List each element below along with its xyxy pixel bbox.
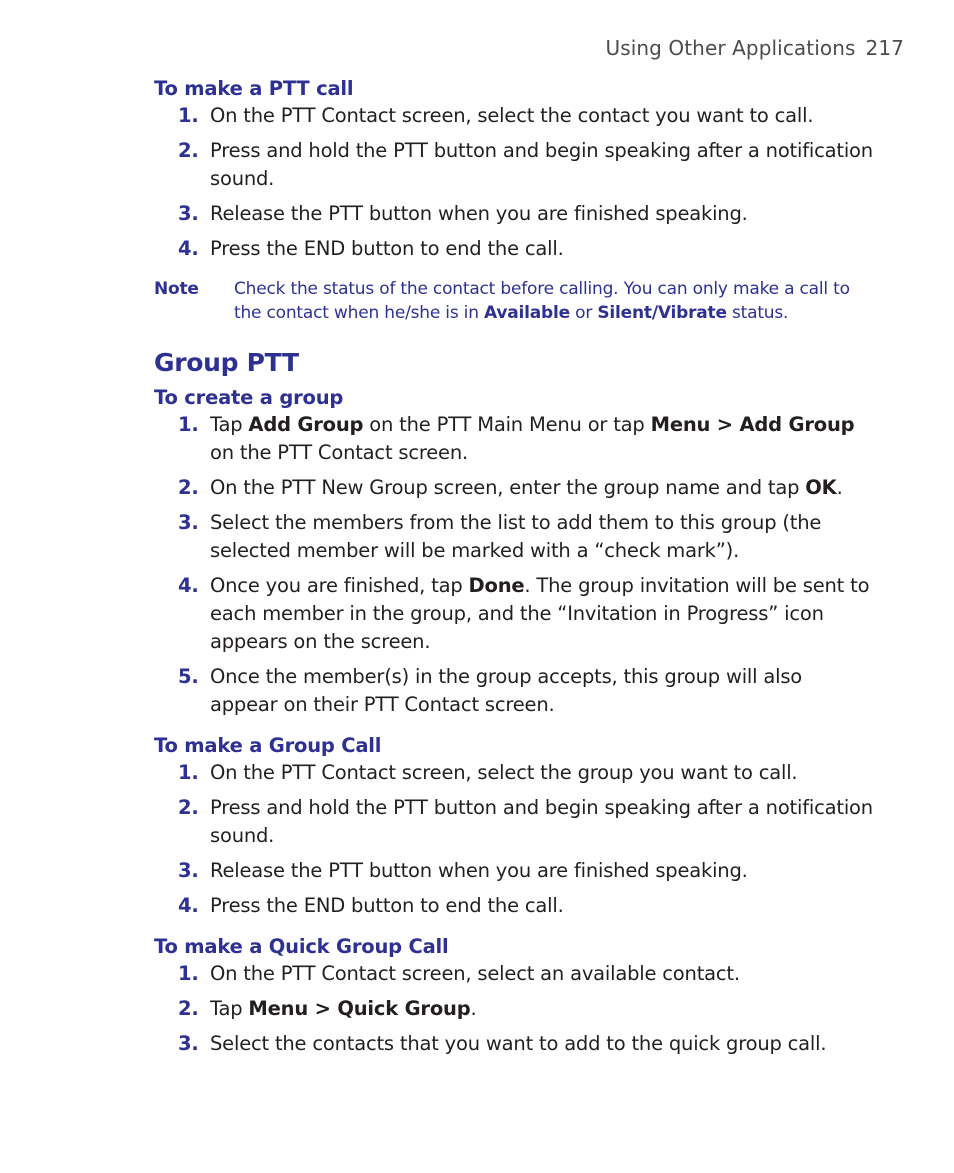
procedure-title: To make a PTT call bbox=[154, 77, 354, 100]
step-item bbox=[154, 892, 874, 920]
running-header bbox=[605, 36, 904, 60]
step-item bbox=[154, 137, 874, 193]
step-text: Select the members from the list to add them to this group (the selected member will be marked with a “check mark”). bbox=[210, 511, 822, 562]
procedure-group-call bbox=[154, 733, 874, 920]
step-bold-add-group: Add Group bbox=[248, 413, 364, 436]
step-text: Tap bbox=[210, 997, 249, 1020]
step-text: Press the END button to end the call. bbox=[210, 237, 564, 260]
page-content bbox=[154, 76, 874, 1058]
procedure-quick-group-call bbox=[154, 934, 874, 1058]
step-text: Once the member(s) in the group accepts, this group will also appear on their PTT Contact screen. bbox=[210, 665, 803, 716]
step-item bbox=[154, 474, 874, 502]
step-number: 3. bbox=[178, 859, 199, 882]
step-text: Once you are finished, tap bbox=[210, 574, 469, 597]
step-item bbox=[154, 759, 874, 787]
step-text: Select the contacts that you want to add to the quick group call. bbox=[210, 1032, 827, 1055]
procedure-title: To make a Group Call bbox=[154, 734, 382, 757]
note-bold-silent-vibrate: Silent/Vibrate bbox=[597, 303, 727, 323]
step-text: on the PTT Contact screen. bbox=[210, 441, 469, 464]
step-number: 4. bbox=[178, 574, 199, 597]
step-item bbox=[154, 509, 874, 565]
step-number: 3. bbox=[178, 1032, 199, 1055]
steps-list bbox=[154, 102, 874, 263]
step-bold-menu-quick-group: Menu > Quick Group bbox=[248, 997, 471, 1020]
step-bold-menu-add-group: Menu > Add Group bbox=[650, 413, 855, 436]
note-box bbox=[154, 277, 874, 325]
step-item bbox=[154, 102, 874, 130]
procedure-title: To create a group bbox=[154, 386, 344, 409]
step-text: Release the PTT button when you are finished speaking. bbox=[210, 202, 748, 225]
step-number: 1. bbox=[178, 962, 199, 985]
step-item bbox=[154, 411, 874, 467]
running-header-title: Using Other Applications bbox=[605, 36, 856, 60]
step-text: Release the PTT button when you are finished speaking. bbox=[210, 859, 748, 882]
procedure-title: To make a Quick Group Call bbox=[154, 935, 449, 958]
step-text: . The group invitation will be sent to each member in the group, and the “Invitation in Progress” icon appears on the screen. bbox=[210, 574, 870, 653]
section-title: Group PTT bbox=[154, 348, 299, 377]
step-item bbox=[154, 663, 874, 719]
step-text: Press the END button to end the call. bbox=[210, 894, 564, 917]
step-bold-ok: OK bbox=[805, 476, 837, 499]
step-number: 2. bbox=[178, 997, 199, 1020]
note-text-part: Check the status of the contact before calling. You can only make a call to the contact when he/she is in bbox=[234, 279, 850, 323]
step-text: Tap bbox=[210, 413, 249, 436]
step-number: 2. bbox=[178, 476, 199, 499]
step-number: 1. bbox=[178, 761, 199, 784]
step-item bbox=[154, 794, 874, 850]
step-number: 2. bbox=[178, 139, 199, 162]
step-text: On the PTT Contact screen, select the group you want to call. bbox=[210, 761, 798, 784]
note-label: Note bbox=[154, 279, 199, 299]
step-item bbox=[154, 1030, 874, 1058]
step-number: 3. bbox=[178, 202, 199, 225]
step-item bbox=[154, 995, 874, 1023]
step-text: . bbox=[836, 476, 843, 499]
step-number: 4. bbox=[178, 894, 199, 917]
steps-list bbox=[154, 960, 874, 1058]
procedure-create-group bbox=[154, 385, 874, 719]
steps-list bbox=[154, 411, 874, 719]
step-item bbox=[154, 572, 874, 656]
note-bold-available: Available bbox=[483, 303, 570, 323]
step-bold-done: Done bbox=[468, 574, 525, 597]
step-text: . bbox=[470, 997, 477, 1020]
note-text-part: status. bbox=[726, 303, 789, 323]
step-number: 5. bbox=[178, 665, 199, 688]
step-number: 2. bbox=[178, 796, 199, 819]
steps-list bbox=[154, 759, 874, 920]
page-number: 217 bbox=[865, 36, 904, 60]
step-text: Press and hold the PTT button and begin speaking after a notification sound. bbox=[210, 139, 873, 190]
note-text bbox=[234, 277, 874, 325]
step-number: 1. bbox=[178, 104, 199, 127]
step-item bbox=[154, 200, 874, 228]
step-item bbox=[154, 960, 874, 988]
step-text: on the PTT Main Menu or tap bbox=[363, 413, 651, 436]
step-item bbox=[154, 857, 874, 885]
step-text: On the PTT New Group screen, enter the group name and tap bbox=[210, 476, 806, 499]
step-number: 4. bbox=[178, 237, 199, 260]
step-number: 3. bbox=[178, 511, 199, 534]
step-text: Press and hold the PTT button and begin speaking after a notification sound. bbox=[210, 796, 873, 847]
step-text: On the PTT Contact screen, select an available contact. bbox=[210, 962, 740, 985]
procedure-ptt-call bbox=[154, 76, 874, 263]
note-text-part: or bbox=[569, 303, 598, 323]
step-item bbox=[154, 235, 874, 263]
step-text: On the PTT Contact screen, select the contact you want to call. bbox=[210, 104, 814, 127]
step-number: 1. bbox=[178, 413, 199, 436]
